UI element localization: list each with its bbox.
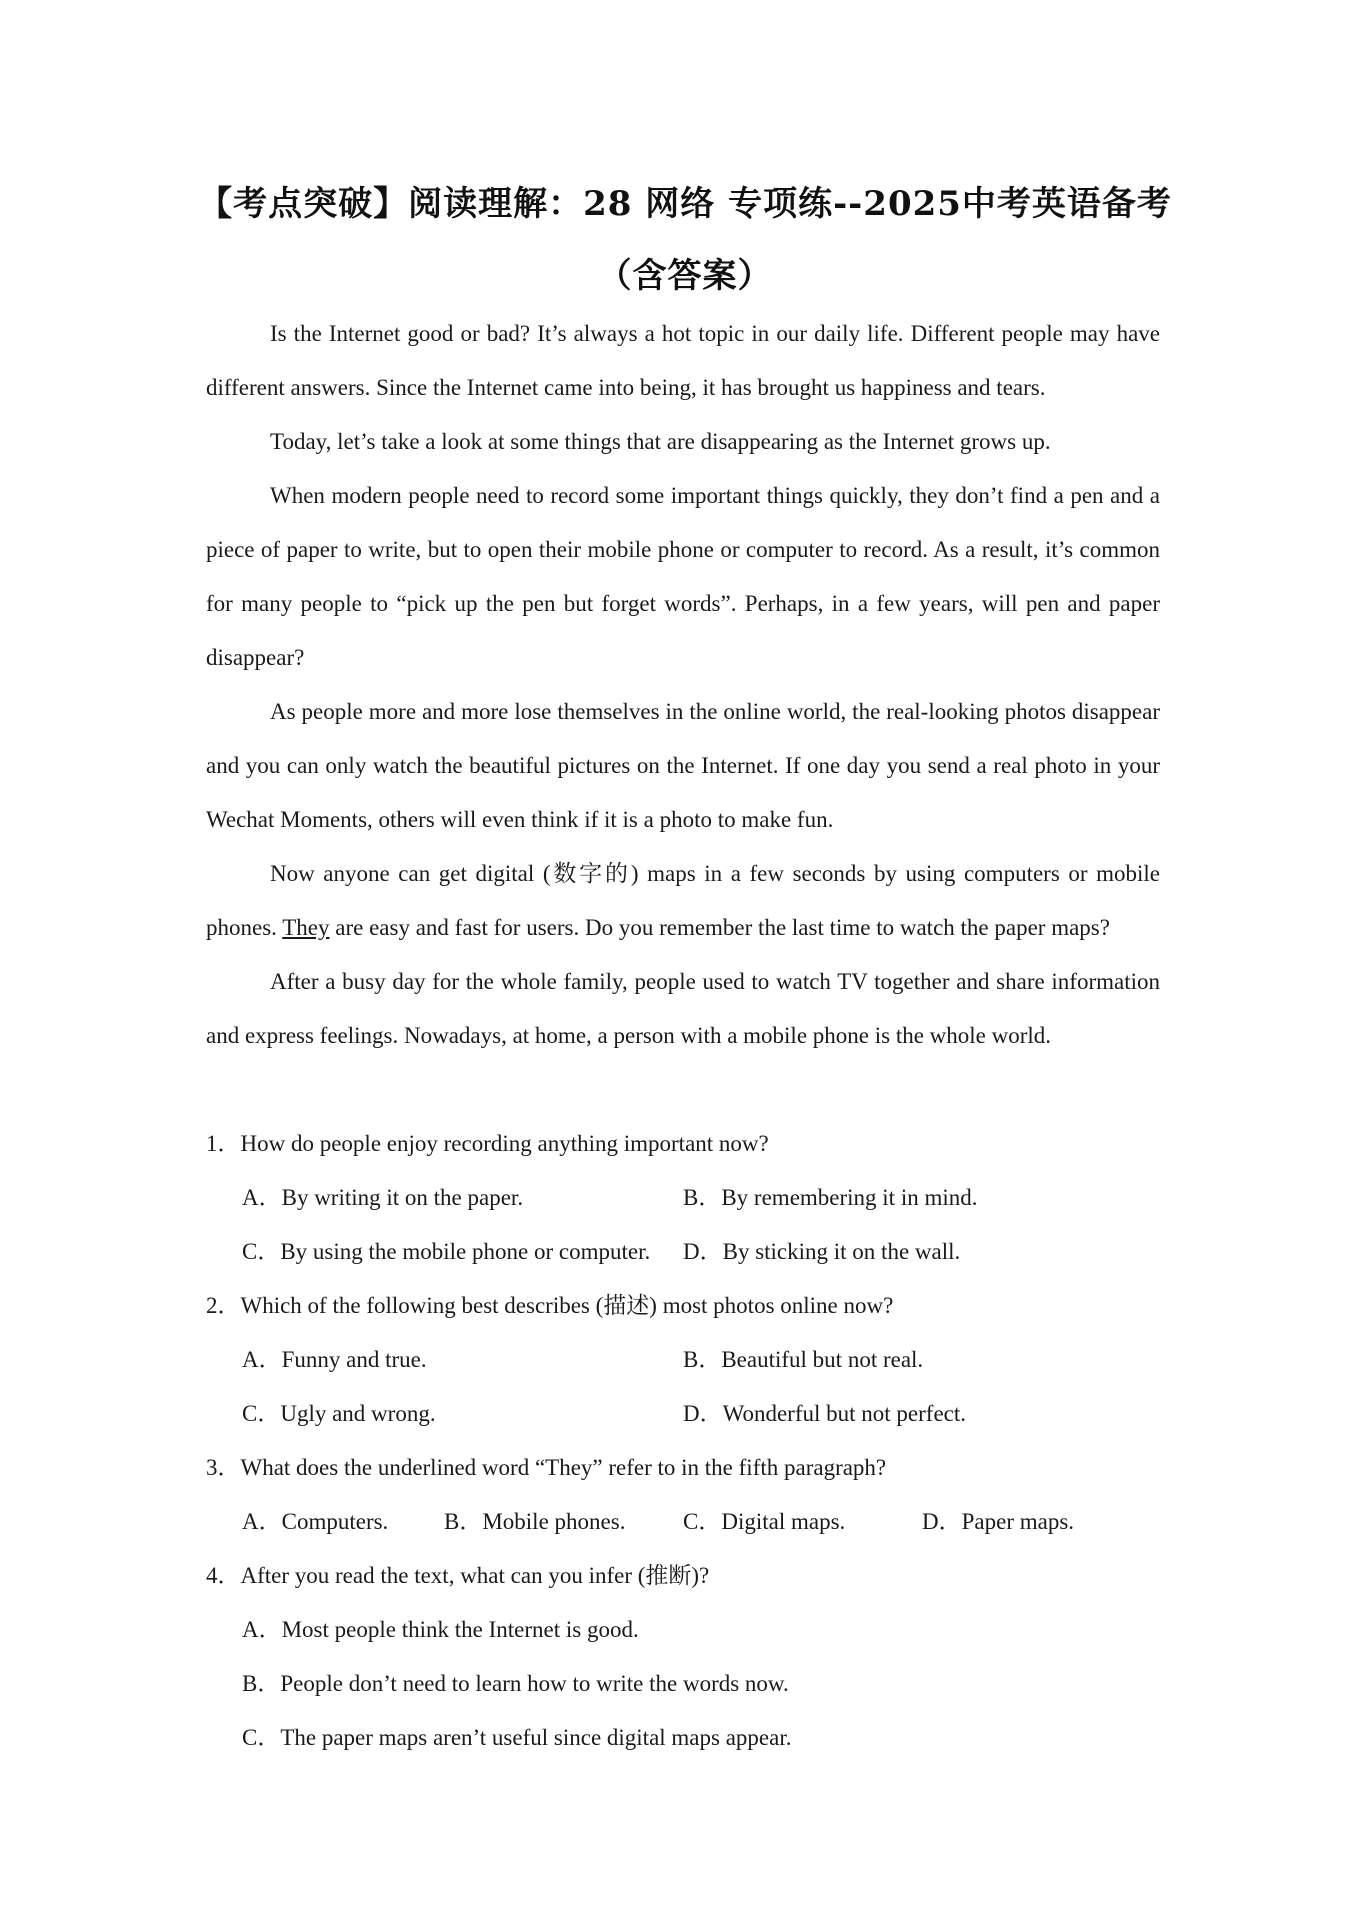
passage-paragraph-4: As people more and more lose themselves in the online world, the real-looking photos disappear and you can only watch the beautiful pictures on the Internet. If one day you send a real photo in your Wechat Moments, others will even think if it is a photo to make fun. bbox=[206, 699, 1160, 832]
question-3-option-c: C．Digital maps. bbox=[683, 1509, 846, 1534]
question-2-option-c: C．Ugly and wrong. bbox=[242, 1401, 436, 1426]
underlined-word-they: They bbox=[282, 915, 330, 940]
question-3-option-b: B．Mobile phones. bbox=[444, 1509, 626, 1534]
question-1-option-c: C．By using the mobile phone or computer. bbox=[242, 1239, 651, 1264]
question-3-stem: 3．What does the underlined word “They” refer to in the fifth paragraph? bbox=[206, 1455, 887, 1480]
paragraph-5-text-start: Now anyone can get digital (数字的) maps in a few seconds by using computers or mobile phones. bbox=[206, 861, 1160, 940]
question-1-option-b: B．By remembering it in mind. bbox=[683, 1185, 978, 1210]
question-4-option-b: B．People don’t need to learn how to write the words now. bbox=[242, 1671, 789, 1696]
question-2-option-a: A．Funny and true. bbox=[242, 1347, 427, 1372]
passage-paragraph-6: After a busy day for the whole family, people used to watch TV together and share information and express feelings. Nowadays, at home, a person with a mobile phone is the whole world. bbox=[206, 969, 1160, 1048]
question-1-option-d: D．By sticking it on the wall. bbox=[683, 1239, 961, 1264]
document-title: 【考点突破】阅读理解：28 网络 专项练--2025中考英语备考 bbox=[198, 184, 1172, 224]
question-1-stem: 1．How do people enjoy recording anything important now? bbox=[206, 1131, 769, 1156]
question-2-stem: 2．Which of the following best describes (描述) most photos online now? bbox=[206, 1293, 894, 1318]
question-4-option-a: A．Most people think the Internet is good. bbox=[242, 1617, 639, 1642]
document-subtitle: （含答案） bbox=[597, 256, 773, 296]
passage-paragraph-3: When modern people need to record some important things quickly, they don’t find a pen and a piece of paper to write, but to open their mobile phone or computer to record. As a result, it’s common for many people to “pick up the pen but forget words”. Perhaps, in a few years, will pen and paper disappear? bbox=[206, 483, 1160, 670]
question-4-option-c: C．The paper maps aren’t useful since digital maps appear. bbox=[242, 1725, 792, 1750]
question-2-option-d: D．Wonderful but not perfect. bbox=[683, 1401, 967, 1426]
passage-paragraph-1: Is the Internet good or bad? It’s always a hot topic in our daily life. Different people may have different answers. Since the Internet came into being, it has brought us happiness and tears. bbox=[206, 321, 1160, 400]
question-4-stem: 4．After you read the text, what can you infer (推断)? bbox=[206, 1563, 710, 1588]
paragraph-5-text-end: are easy and fast for users. Do you remember the last time to watch the paper maps? bbox=[329, 915, 1110, 940]
question-2-option-b: B．Beautiful but not real. bbox=[683, 1347, 924, 1372]
question-3-option-a: A．Computers. bbox=[242, 1509, 389, 1534]
passage-paragraph-5 bbox=[206, 847, 1160, 955]
question-3-option-d: D．Paper maps. bbox=[922, 1509, 1075, 1534]
passage-paragraph-2: Today, let’s take a look at some things that are disappearing as the Internet grows up. bbox=[270, 429, 1051, 454]
question-1-option-a: A．By writing it on the paper. bbox=[242, 1185, 524, 1210]
